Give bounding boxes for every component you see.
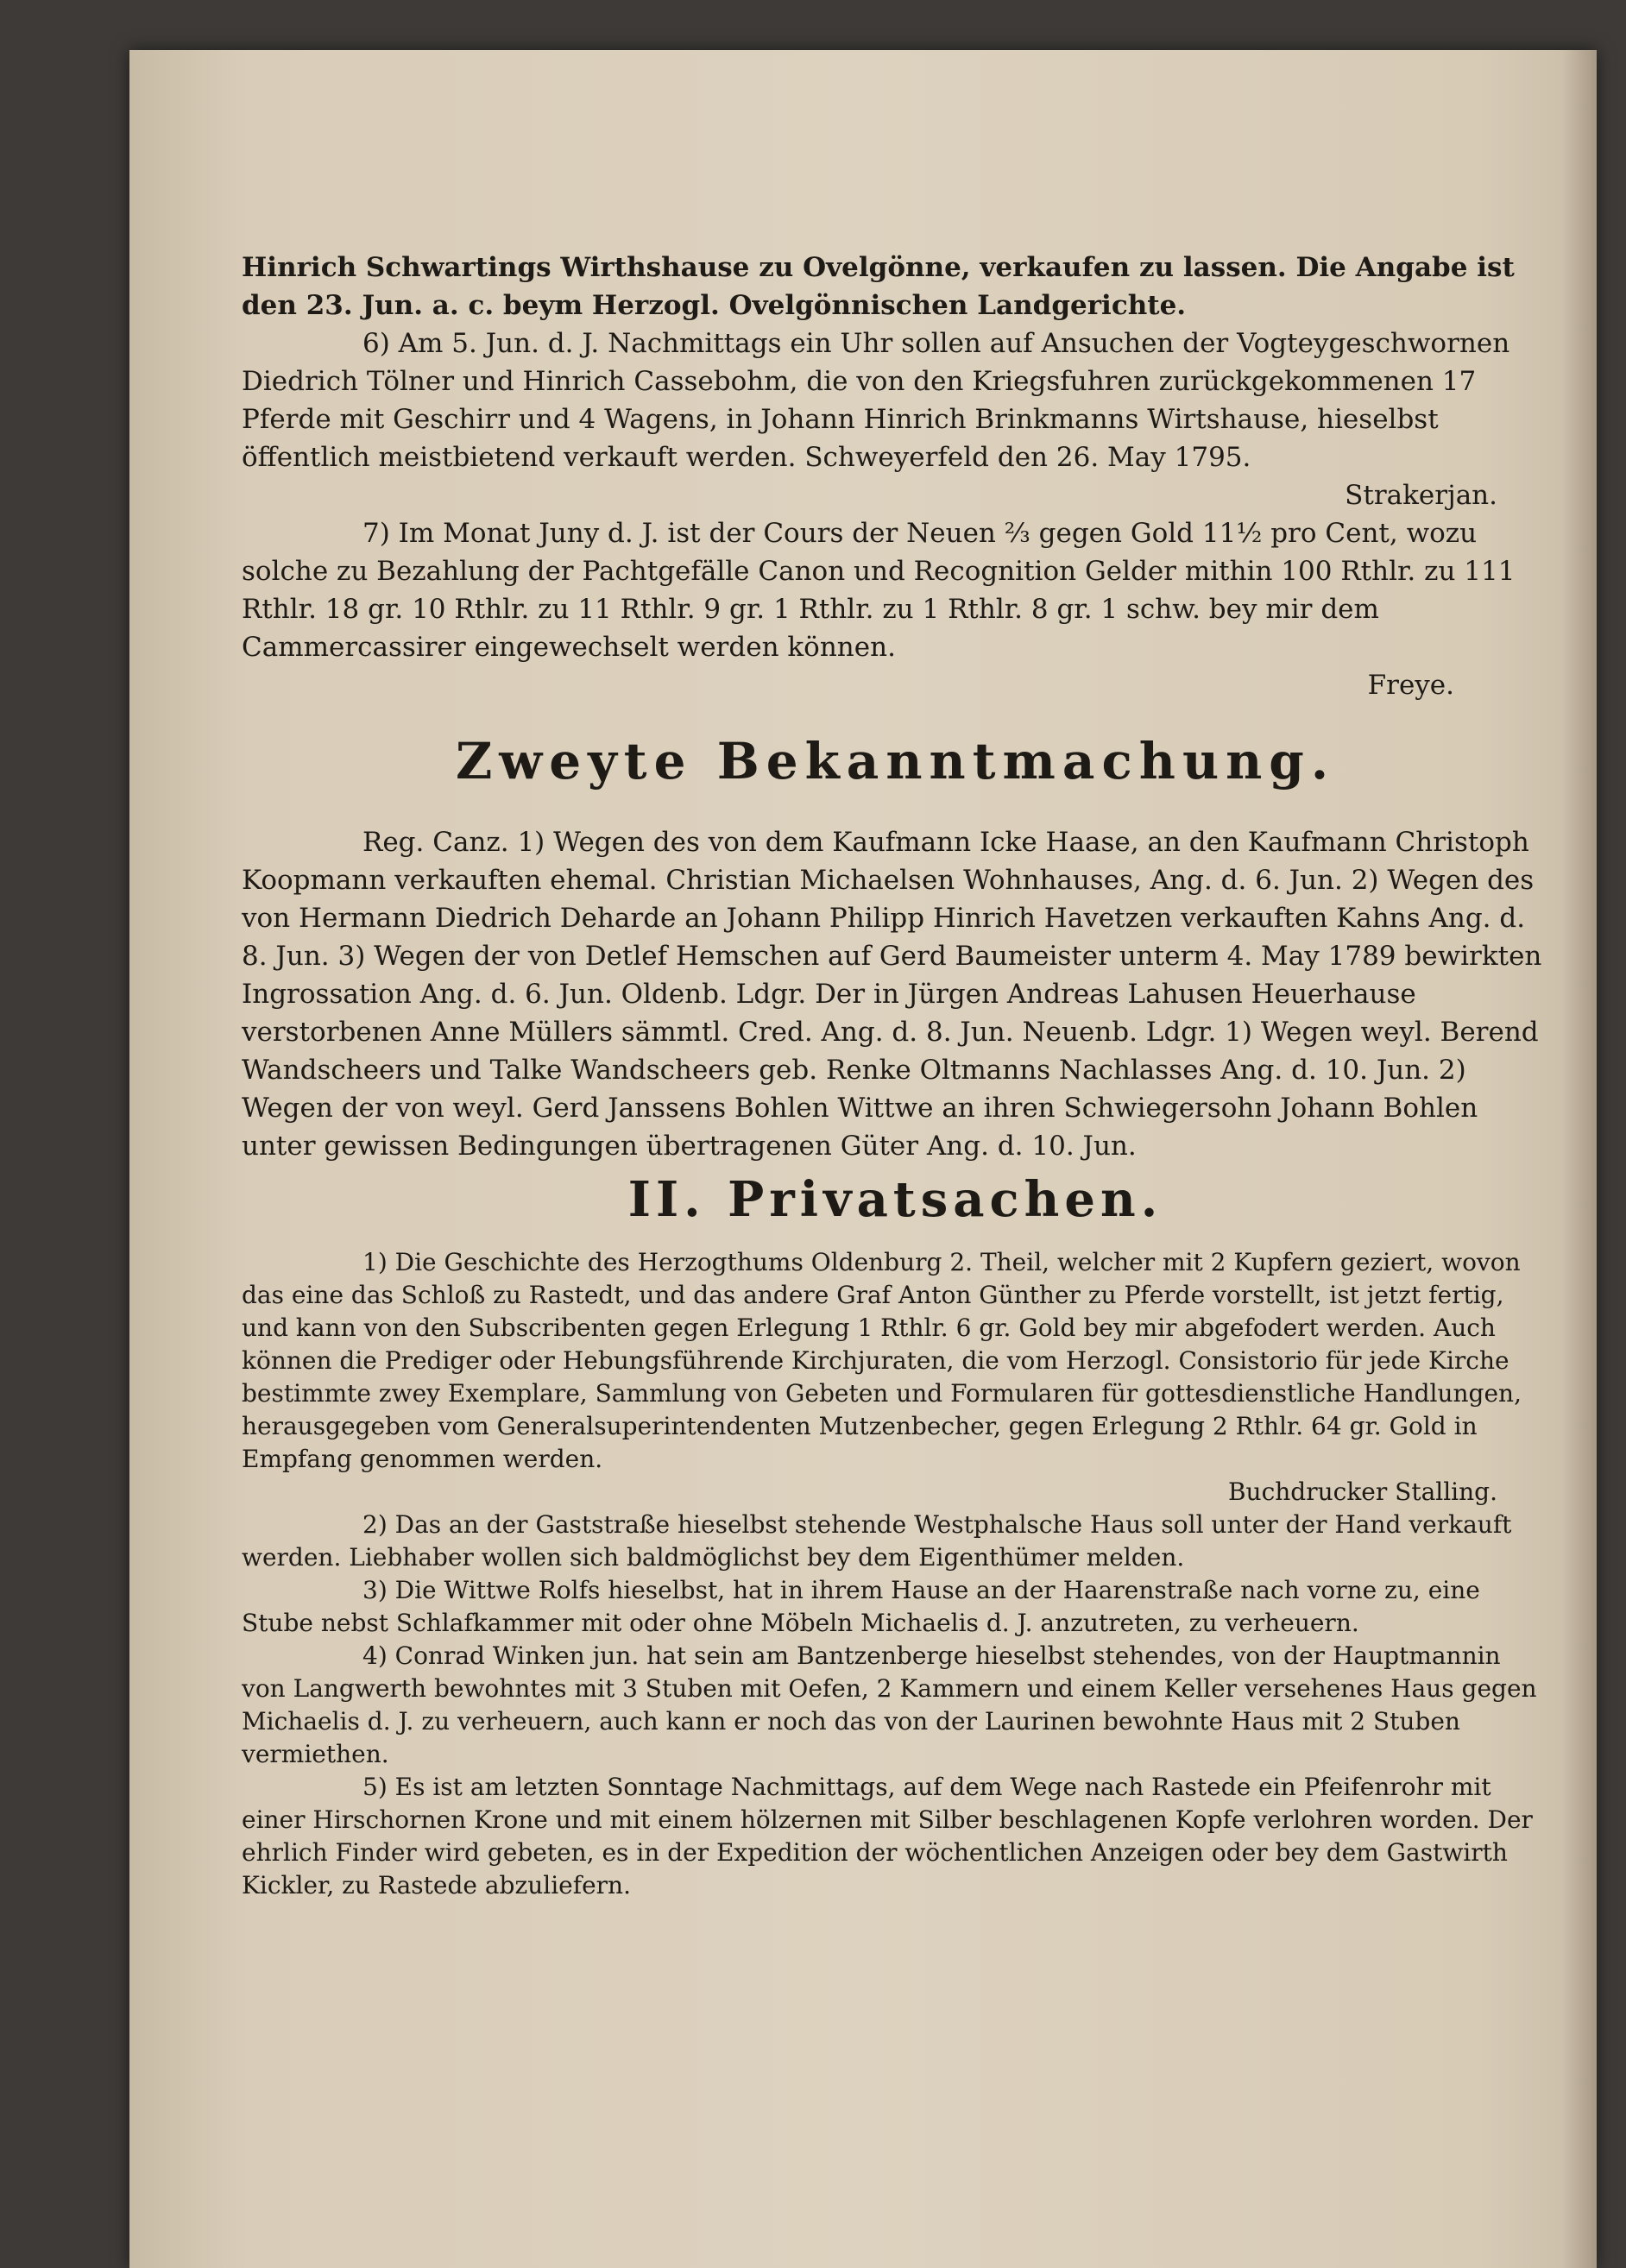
notice-item-6: 6) Am 5. Jun. d. J. Nachmittags ein Uhr sollen auf Ansuchen der Vogteygeschwornen Diedrich Tölner und Hinrich Cassebohm, die von den Kriegsfuhren zurückgekommenen 17 Pferde mit Geschirr und 4 Wagens, in Johann Hinrich Brinkmanns Wirtshause, hieselbst öffentlich meistbietend verkauft werden. Schweyerfeld den 26. May 1795. [242,328,1510,473]
private-item-5: 5) Es ist am letzten Sonntage Nachmittags, auf dem Wege nach Rastede ein Pfeifenrohr mit einer Hirschornen Krone und mit einem hölzernen mit Silber beschlagenen Kopfe verlohren worden. Der ehrlich Finder wird gebeten, es in der Expedition der wöchentlichen Anzeigen oder bey dem Gastwirth Kickler, zu Rastede abzuliefern. [242,1773,1533,1899]
notice-item-7: 7) Im Monat Juny d. J. ist der Cours der Neuen ⅔ gegen Gold 11½ pro Cent, wozu solche zu Bezahlung der Pachtgefälle Canon und Recognition Gelder mithin 100 Rthlr. zu 111 Rthlr. 18 gr. 10 Rthlr. zu 11 Rthlr. 9 gr. 1 Rthlr. zu 1 Rthlr. 8 gr. 1 schw. bey mir dem Cammercassirer eingewechselt werden können. [242,518,1516,663]
bekanntmachung-text: Reg. Canz. 1) Wegen des von dem Kaufmann Icke Haase, an den Kaufmann Christoph Koopmann verkauften ehemal. Christian Michaelsen Wohnhauses, Ang. d. 6. Jun. 2) Wegen des von Hermann Diedrich Deharde an Johann Philipp Hinrich Havetzen verkauften Kahns Ang. d. 8. Jun. 3) Wegen der von Detlef Hemschen auf Gerd Baumeister unterm 4. May 1789 bewirkten Ingrossation Ang. d. 6. Jun. Oldenb. Ldgr. Der in Jürgen Andreas Lahusen Heuerhause verstorbenen Anne Müllers sämmtl. Cred. Ang. d. 8. Jun. Neuenb. Ldgr. 1) Wegen weyl. Berend Wandscheers und Talke Wandscheers geb. Renke Oltmanns Nachlasses Ang. d. 10. Jun. 2) Wegen der von weyl. Gerd Janssens Bohlen Wittwe an ihren Schwiegersohn Johann Bohlen unter gewissen Bedingungen übertragenen Güter Ang. d. 10. Jun. [242,827,1542,1162]
page-edge-shadow [1562,50,1597,2268]
private-item-1-signature: Buchdrucker Stalling. [1227,1477,1497,1506]
private-item-4: 4) Conrad Winken jun. hat sein am Bantzenberge hieselbst stehendes, von der Hauptmannin von Langwerth bewohntes mit 3 Stuben mit Oefen, 2 Kammern und einem Keller versehenes Haus gegen Michaelis d. J. zu verheuern, auch kann er noch das von der Laurinen bewohnte Haus mit 2 Stuben vermiethen. [242,1641,1537,1768]
intro-paragraph: Hinrich Schwartings Wirthshause zu Ovelgönne, verkaufen zu lassen. Die Angabe ist den 23. Jun. a. c. beym Herzogl. Ovelgönnischen Landgerichte. [242,252,1515,321]
section-heading-privatsachen: II. Privatsachen. [627,1171,1163,1228]
notice-item-7-signature: Freye. [1367,670,1454,701]
section-heading-zweyte-bekanntmachung: Zweyte Bekanntmachung. [455,732,1336,791]
private-item-1: 1) Die Geschichte des Herzogthums Oldenburg 2. Theil, welcher mit 2 Kupfern geziert, wovon das eine das Schloß zu Rastedt, und das andere Graf Anton Günther zu Pferde vorstellt, ist jetzt fertig, und kann von den Subscribenten gegen Erlegung 1 Rthlr. 6 gr. Gold bey mir abgefodert werden. Auch können die Prediger oder Hebungsführende Kirchjuraten, die vom Herzogl. Consistorio für jede Kirche bestimmte zwey Exemplare, Sammlung von Gebeten und Formularen für gottesdienstliche Handlungen, herausgegeben vom Generalsuperintendenten Mutzenbecher, gegen Erlegung 2 Rthlr. 64 gr. Gold in Empfang genommen werden. [242,1248,1522,1473]
newspaper-page [129,50,1597,2268]
private-item-2: 2) Das an der Gaststraße hieselbst stehende Westphalsche Haus soll unter der Hand verkauft werden. Liebhaber wollen sich baldmöglichst bey dem Eigenthümer melden. [242,1510,1512,1572]
private-item-3: 3) Die Wittwe Rolfs hieselbst, hat in ihrem Hause an der Haarenstraße nach vorne zu, eine Stube nebst Schlafkammer mit oder ohne Möbeln Michaelis d. J. anzutreten, zu verheuern. [242,1576,1480,1637]
page-body [242,249,1549,1902]
notice-item-6-signature: Strakerjan. [1345,480,1497,511]
